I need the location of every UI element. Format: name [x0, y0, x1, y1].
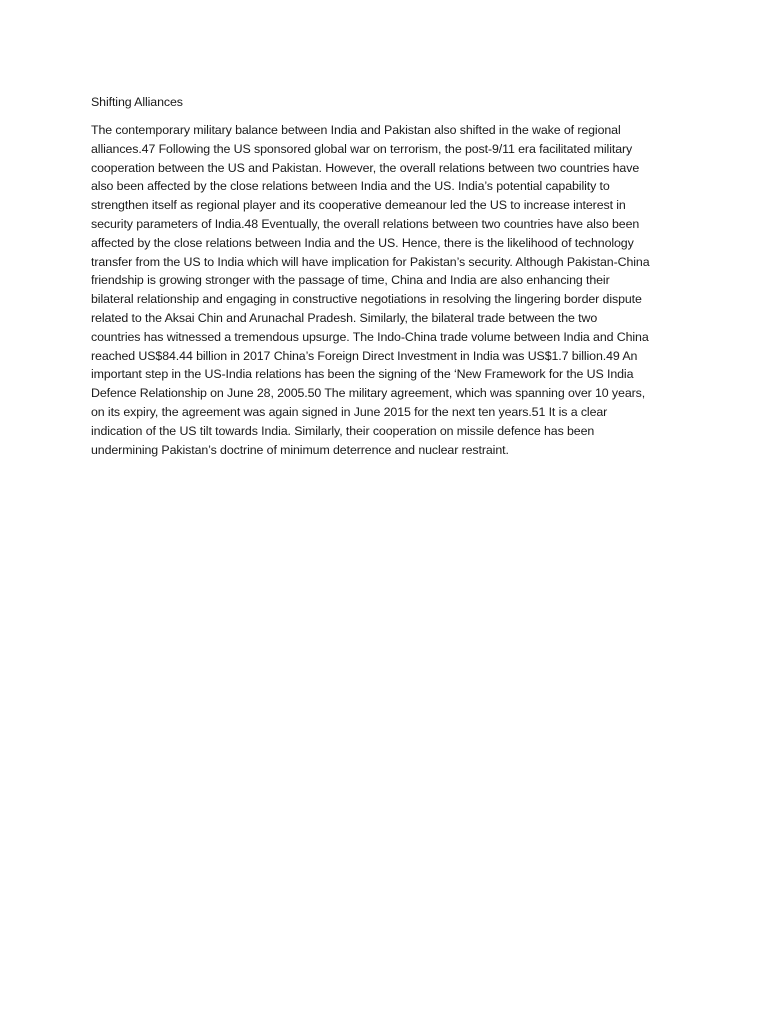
paragraph-line: affected by the close relations between India and the US. Hence, there is the likelihood of technology	[91, 235, 634, 250]
paragraph-line: security parameters of India.48 Eventually, the overall relations between two countries have also been	[91, 216, 640, 231]
paragraph-line: alliances.47 Following the US sponsored global war on terrorism, the post-9/11 era facilitated military	[91, 141, 633, 156]
paragraph-line: The contemporary military balance between India and Pakistan also shifted in the wake of regional	[91, 123, 621, 137]
paragraph-line: Defence Relationship on June 28, 2005.50 The military agreement, which was spanning over 10 years,	[91, 386, 646, 401]
paragraph-line: also been affected by the close relations between India and the US. India’s potential capability to	[91, 179, 610, 194]
paragraph-line: bilateral relationship and engaging in constructive negotiations in resolving the lingering border dispute	[91, 292, 642, 307]
paragraph-line: important step in the US-India relations has been the signing of the ‘New Framework for the US India	[91, 367, 634, 382]
paragraph-line: related to the Aksai Chin and Arunachal Pradesh. Similarly, the bilateral trade between the two	[91, 310, 598, 325]
paragraph-line: cooperation between the US and Pakistan. However, the overall relations between two countries have	[91, 160, 640, 175]
paragraph-line: on its expiry, the agreement was again signed in June 2015 for the next ten years.51 It is a clear	[91, 404, 608, 419]
section-heading: Shifting Alliances	[91, 95, 183, 109]
paragraph-line: countries has witnessed a tremendous upsurge. The Indo-China trade volume between India and China	[91, 329, 649, 344]
document-body	[91, 92, 681, 459]
paragraph-line: friendship is growing stronger with the passage of time, China and India are also enhancing their	[91, 273, 610, 288]
paragraph-line: indication of the US tilt towards India. Similarly, their cooperation on missile defence has been	[91, 423, 595, 438]
paragraph-line: transfer from the US to India which will have implication for Pakistan’s security. Although Pakistan-China	[91, 254, 650, 269]
paragraph-line: undermining Pakistan’s doctrine of minimum deterrence and nuclear restraint.	[91, 442, 509, 457]
paragraph-line: reached US$84.44 billion in 2017 China’s Foreign Direct Investment in India was US$1.7 billion.49 An	[91, 348, 638, 363]
paragraph-line: strengthen itself as regional player and its cooperative demeanour led the US to increase interest in	[91, 198, 626, 213]
body-paragraph	[91, 121, 681, 459]
